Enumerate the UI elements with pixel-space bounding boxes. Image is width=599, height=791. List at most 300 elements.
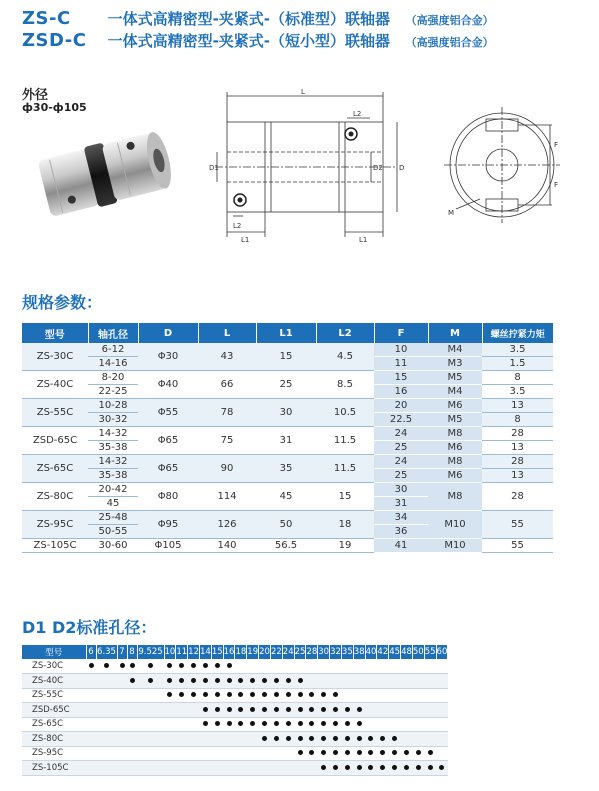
available-dot	[404, 765, 409, 770]
bore-cell	[270, 674, 282, 689]
bore-cell	[223, 674, 235, 689]
bore-header-size: 32	[330, 647, 341, 657]
spec-cell-model: ZS-105C	[22, 539, 88, 553]
bore-cell	[259, 688, 271, 703]
available-dot	[345, 707, 350, 712]
bore-cell	[235, 746, 247, 761]
available-dot	[227, 678, 232, 683]
available-dot	[274, 692, 279, 697]
available-dot	[191, 692, 196, 697]
bore-cell	[127, 688, 137, 703]
available-dot	[333, 736, 338, 741]
bore-row-model: ZS-105C	[22, 761, 86, 776]
spec-cell-torque: 3.5	[482, 343, 553, 357]
bore-cell	[199, 703, 211, 718]
bore-cell	[318, 703, 330, 718]
spec-row	[22, 511, 553, 525]
bore-cell	[117, 732, 127, 747]
available-dot	[262, 707, 267, 712]
spec-cell-torque: 1.5	[482, 357, 553, 371]
bore-header-size: 55	[424, 647, 436, 657]
bore-cell	[377, 659, 389, 674]
bore-cell	[365, 703, 377, 718]
bore-cell	[247, 688, 259, 703]
bore-cell	[365, 746, 377, 761]
available-dot	[130, 678, 135, 683]
available-dot	[203, 692, 208, 697]
spec-cell-L: 43	[198, 343, 256, 371]
bore-row	[22, 717, 448, 732]
available-dot	[298, 721, 303, 726]
spec-cell-model: ZSD-65C	[22, 427, 88, 455]
spec-cell-model: ZS-80C	[22, 483, 88, 511]
available-dot	[368, 765, 373, 770]
bore-cell	[412, 717, 424, 732]
available-dot	[321, 750, 326, 755]
bore-cell	[401, 717, 413, 732]
bore-cell	[127, 659, 137, 674]
bore-cell	[377, 717, 389, 732]
spec-section-title: 规格参数：	[22, 293, 103, 312]
bore-row	[22, 688, 448, 703]
available-dot	[167, 663, 172, 668]
spec-cell-bore: 8-20	[88, 371, 138, 385]
available-dot	[227, 707, 232, 712]
available-dot	[416, 765, 421, 770]
bore-cell	[365, 761, 377, 776]
spec-cell-L1: 31	[256, 427, 316, 455]
available-dot	[298, 678, 303, 683]
bore-cell	[306, 761, 318, 776]
spec-cell-F: 25	[374, 469, 428, 483]
bore-cell	[306, 732, 318, 747]
spec-cell-F: 20	[374, 399, 428, 413]
bore-header-row	[22, 645, 448, 659]
spec-cell-L1: 45	[256, 483, 316, 511]
available-dot	[227, 692, 232, 697]
bore-cell	[188, 717, 200, 732]
bore-cell	[247, 761, 259, 776]
spec-cell-F: 30	[374, 483, 428, 497]
bore-cell	[199, 717, 211, 732]
available-dot	[298, 707, 303, 712]
bore-cell	[211, 746, 223, 761]
bore-cell	[341, 674, 353, 689]
product-photo	[24, 118, 176, 226]
bore-cell	[341, 717, 353, 732]
title-line-1	[22, 8, 494, 29]
spec-cell-M: M8	[428, 427, 482, 441]
bore-cell	[282, 688, 294, 703]
bore-cell	[318, 746, 330, 761]
bore-cell	[412, 688, 424, 703]
available-dot	[250, 692, 255, 697]
bore-cell	[188, 659, 200, 674]
available-dot	[104, 663, 109, 668]
spec-cell-model: ZS-40C	[22, 371, 88, 399]
bore-cell	[96, 703, 117, 718]
bore-cell	[353, 703, 365, 718]
bore-cell	[211, 732, 223, 747]
bore-row	[22, 703, 448, 718]
bore-cell	[127, 674, 137, 689]
bore-cell	[188, 746, 200, 761]
bore-cell	[377, 674, 389, 689]
available-dot	[286, 678, 291, 683]
bore-cell	[341, 746, 353, 761]
bore-cell	[235, 732, 247, 747]
bore-cell	[306, 703, 318, 718]
spec-cell-F: 11	[374, 357, 428, 371]
bore-cell	[211, 703, 223, 718]
bore-cell	[306, 746, 318, 761]
bore-cell	[270, 703, 282, 718]
bore-size-table	[22, 645, 448, 776]
bore-cell	[401, 688, 413, 703]
bore-cell	[117, 717, 127, 732]
available-dot	[321, 692, 326, 697]
bore-cell	[247, 717, 259, 732]
diameter-range: ф30-ф105	[22, 101, 87, 114]
model-code: ZSD-C	[22, 30, 87, 51]
available-dot	[262, 678, 267, 683]
spec-cell-M: M10	[428, 511, 482, 539]
spec-cell-bore: 14-32	[88, 455, 138, 469]
bore-row	[22, 659, 448, 674]
bore-cell	[436, 746, 448, 761]
bore-header-size: 16	[223, 647, 235, 657]
available-dot	[274, 736, 279, 741]
spec-cell-M: M8	[428, 455, 482, 469]
bore-cell	[247, 746, 259, 761]
available-dot	[368, 750, 373, 755]
bore-cell	[294, 732, 306, 747]
spec-cell-model: ZS-30C	[22, 343, 88, 371]
bore-row	[22, 746, 448, 761]
bore-cell	[389, 717, 401, 732]
bore-cell	[223, 688, 235, 703]
bore-cell	[247, 674, 259, 689]
spec-cell-M: M10	[428, 539, 482, 553]
bore-cell	[401, 674, 413, 689]
bore-cell	[223, 659, 235, 674]
bore-cell	[294, 659, 306, 674]
bore-cell	[389, 688, 401, 703]
spec-cell-torque: 8	[482, 413, 553, 427]
bore-cell	[353, 674, 365, 689]
spec-cell-L: 90	[198, 455, 256, 483]
available-dot	[357, 736, 362, 741]
available-dot	[404, 750, 409, 755]
material-note: （高强度铝合金）	[405, 36, 494, 49]
spec-cell-L1: 35	[256, 455, 316, 483]
spec-cell-F: 24	[374, 427, 428, 441]
bore-row-model: ZS-55C	[22, 688, 86, 703]
available-dot	[179, 663, 184, 668]
bore-header-size: 35	[341, 647, 353, 657]
available-dot	[345, 736, 350, 741]
available-dot	[203, 721, 208, 726]
spec-header-M: M	[428, 323, 482, 343]
spec-cell-torque: 28	[482, 427, 553, 441]
bore-header-size: 11	[176, 647, 188, 657]
bore-cell	[96, 761, 117, 776]
spec-cell-D: Φ65	[138, 427, 198, 455]
available-dot	[428, 765, 433, 770]
spec-cell-torque: 13	[482, 469, 553, 483]
spec-cell-L2: 11.5	[316, 455, 374, 483]
bore-cell	[294, 674, 306, 689]
spec-cell-bore: 30-32	[88, 413, 138, 427]
hole-section-title: D1 D2标准孔径：	[22, 618, 157, 637]
bore-cell	[176, 732, 188, 747]
spec-header-F: F	[374, 323, 428, 343]
bore-cell	[259, 674, 271, 689]
bore-cell	[365, 688, 377, 703]
available-dot	[345, 765, 350, 770]
available-dot	[298, 692, 303, 697]
bore-cell	[424, 746, 436, 761]
spec-cell-bore: 30-60	[88, 539, 138, 553]
dim-D1-label: D1	[209, 164, 219, 172]
bore-cell	[294, 703, 306, 718]
available-dot	[321, 707, 326, 712]
side-view-drawing	[205, 82, 425, 247]
spec-header-torque: 螺丝拧紧力矩	[482, 323, 553, 343]
bore-cell	[330, 717, 342, 732]
bore-header-size: 9.525	[138, 647, 163, 657]
bore-row	[22, 732, 448, 747]
bore-header-size: 48	[401, 647, 412, 657]
bore-cell	[137, 659, 164, 674]
spec-cell-M: M6	[428, 399, 482, 413]
dim-M-label: M	[448, 209, 455, 217]
bore-cell	[199, 761, 211, 776]
bore-header-size: 30	[318, 647, 330, 657]
bore-cell	[235, 703, 247, 718]
bore-cell	[401, 659, 413, 674]
available-dot	[380, 765, 385, 770]
bore-header-size: 6	[86, 645, 96, 659]
bore-header-size: 10	[164, 647, 176, 657]
spec-cell-M: M4	[428, 385, 482, 399]
available-dot	[167, 692, 172, 697]
available-dot	[298, 750, 303, 755]
spec-header-L2: L2	[316, 323, 374, 343]
bore-header-size: 25	[294, 647, 306, 657]
available-dot	[238, 707, 243, 712]
bore-cell	[86, 717, 96, 732]
available-dot	[130, 663, 135, 668]
bore-cell	[294, 746, 306, 761]
bore-cell	[436, 674, 448, 689]
spec-cell-bore: 45	[88, 497, 138, 511]
available-dot	[357, 707, 362, 712]
bore-cell	[137, 703, 164, 718]
bore-cell	[424, 717, 436, 732]
available-dot	[203, 707, 208, 712]
bore-cell	[86, 746, 96, 761]
spec-cell-D: Φ105	[138, 539, 198, 553]
spec-cell-bore: 10-28	[88, 399, 138, 413]
bore-cell	[401, 761, 413, 776]
bore-cell	[306, 688, 318, 703]
bore-cell	[294, 717, 306, 732]
spec-cell-model: ZS-95C	[22, 511, 88, 539]
bore-cell	[211, 688, 223, 703]
bore-cell	[223, 746, 235, 761]
bore-cell	[341, 688, 353, 703]
available-dot	[357, 750, 362, 755]
bore-cell	[137, 674, 164, 689]
available-dot	[215, 707, 220, 712]
spec-cell-torque: 55	[482, 511, 553, 539]
bore-cell	[176, 703, 188, 718]
bore-cell	[389, 746, 401, 761]
spec-row	[22, 371, 553, 385]
available-dot	[274, 707, 279, 712]
bore-cell	[282, 674, 294, 689]
spec-cell-bore: 25-48	[88, 511, 138, 525]
available-dot	[357, 721, 362, 726]
bore-cell	[117, 674, 127, 689]
spec-cell-L: 140	[198, 539, 256, 553]
spec-cell-L2: 11.5	[316, 427, 374, 455]
dim-L1-label-right: L1	[359, 236, 368, 244]
bore-cell	[259, 717, 271, 732]
bore-cell	[341, 761, 353, 776]
bore-header-size: 20	[259, 647, 270, 657]
spec-cell-L1: 56.5	[256, 539, 316, 553]
available-dot	[250, 707, 255, 712]
spec-cell-bore: 35-38	[88, 469, 138, 483]
spec-cell-F: 25	[374, 441, 428, 455]
spec-cell-L2: 15	[316, 483, 374, 511]
dim-L2-label: L2	[353, 110, 362, 118]
bore-cell	[318, 674, 330, 689]
bore-cell	[176, 717, 188, 732]
available-dot	[274, 721, 279, 726]
spec-cell-L1: 30	[256, 399, 316, 427]
bore-cell	[330, 732, 342, 747]
spec-cell-torque: 28	[482, 455, 553, 469]
bore-cell	[117, 746, 127, 761]
bore-cell	[282, 717, 294, 732]
bore-cell	[211, 717, 223, 732]
bore-cell	[188, 688, 200, 703]
bore-cell	[330, 761, 342, 776]
available-dot	[333, 707, 338, 712]
dim-F-label-lower: F	[554, 181, 559, 189]
bore-cell	[137, 761, 164, 776]
bore-cell	[96, 688, 117, 703]
bore-cell	[164, 717, 176, 732]
available-dot	[227, 663, 232, 668]
bore-cell	[377, 688, 389, 703]
bore-cell	[164, 732, 176, 747]
spec-cell-M: M5	[428, 413, 482, 427]
available-dot	[215, 692, 220, 697]
bore-cell	[330, 703, 342, 718]
bore-cell	[424, 732, 436, 747]
bore-row-model: ZS-95C	[22, 746, 86, 761]
bore-cell	[259, 761, 271, 776]
bore-cell	[86, 659, 96, 674]
bore-header-model: 型号	[22, 645, 86, 659]
bore-cell	[164, 688, 176, 703]
available-dot	[309, 707, 314, 712]
dim-F-label: F	[554, 141, 559, 149]
bore-cell	[176, 688, 188, 703]
bore-cell	[235, 674, 247, 689]
bore-cell	[164, 703, 176, 718]
spec-cell-bore: 50-55	[88, 525, 138, 539]
bore-cell	[247, 732, 259, 747]
spec-cell-D: Φ95	[138, 511, 198, 539]
available-dot	[309, 736, 314, 741]
available-dot	[392, 765, 397, 770]
spec-table	[22, 323, 553, 553]
bore-cell	[223, 703, 235, 718]
available-dot	[215, 678, 220, 683]
bore-cell	[259, 746, 271, 761]
bore-cell	[353, 746, 365, 761]
bore-cell	[259, 703, 271, 718]
spec-row	[22, 427, 553, 441]
bore-cell	[377, 746, 389, 761]
bore-cell	[318, 732, 330, 747]
spec-cell-torque: 55	[482, 539, 553, 553]
available-dot	[148, 663, 153, 668]
spec-header-bore: 轴孔径	[88, 323, 138, 343]
bore-cell	[211, 674, 223, 689]
bore-cell	[389, 659, 401, 674]
available-dot	[179, 678, 184, 683]
bore-cell	[365, 674, 377, 689]
available-dot	[333, 721, 338, 726]
bore-header-size: 28	[306, 647, 318, 657]
available-dot	[179, 692, 184, 697]
available-dot	[274, 678, 279, 683]
bore-cell	[223, 732, 235, 747]
bore-header-size: 18	[235, 647, 247, 657]
bore-cell	[188, 674, 200, 689]
available-dot	[368, 736, 373, 741]
bore-cell	[235, 717, 247, 732]
bore-cell	[401, 732, 413, 747]
spec-cell-torque: 8	[482, 371, 553, 385]
bore-cell	[127, 746, 137, 761]
bore-row-model: ZSD-65C	[22, 703, 86, 718]
bore-cell	[127, 761, 137, 776]
spec-cell-bore: 35-38	[88, 441, 138, 455]
dim-L2-label-bottom: L2	[233, 222, 242, 230]
spec-cell-L2: 8.5	[316, 371, 374, 399]
available-dot	[309, 721, 314, 726]
available-dot	[238, 692, 243, 697]
spec-cell-L2: 18	[316, 511, 374, 539]
bore-row	[22, 761, 448, 776]
spec-row	[22, 539, 553, 553]
bore-cell	[412, 703, 424, 718]
available-dot	[439, 765, 444, 770]
available-dot	[286, 692, 291, 697]
bore-cell	[353, 717, 365, 732]
available-dot	[262, 736, 267, 741]
bore-cell	[127, 703, 137, 718]
bore-header-size: 14	[199, 647, 211, 657]
bore-cell	[117, 688, 127, 703]
